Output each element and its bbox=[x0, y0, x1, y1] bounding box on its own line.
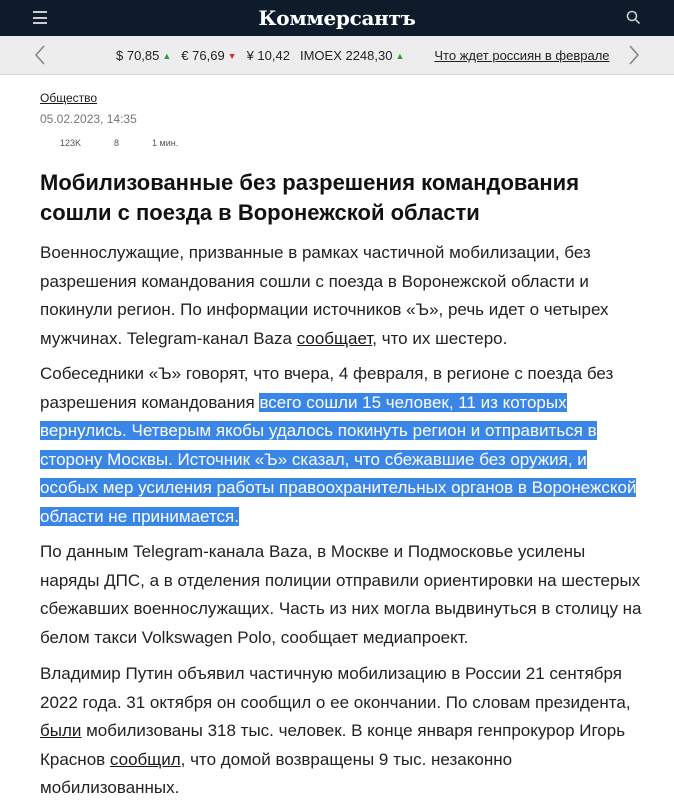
chevron-right-icon[interactable] bbox=[628, 45, 640, 65]
eur-trend-icon: ▼ bbox=[227, 51, 237, 61]
article-paragraph-1 bbox=[40, 239, 645, 353]
p1-text-b: , что их шестеро. bbox=[372, 328, 508, 348]
selected-text-highlight[interactable]: всего сошли 15 человек, 11 из которых вернулись. Четверым якобы удалось покинуть регион и отправиться в сторону Москвы. Источник «Ъ» сказал, что сбежавшие без оружия, и особых мер усиления работы правоохранительных органов в Воронежской области не принимается. bbox=[40, 392, 637, 526]
comments-count[interactable]: 8 bbox=[114, 138, 120, 148]
read-time: 1 мин. bbox=[152, 138, 179, 148]
article-stats bbox=[60, 138, 178, 148]
site-logo[interactable]: Коммерсантъ bbox=[258, 6, 416, 30]
search-icon[interactable] bbox=[626, 10, 641, 25]
p4-text-a: Владимир Путин объявил частичную мобилизацию в России 21 сентября 2022 года. 31 октября он сообщил о ее окончании. По словам президента, bbox=[40, 664, 631, 712]
article-date: 05.02.2023, 14:35 bbox=[40, 112, 137, 126]
p4-link-were[interactable]: были bbox=[40, 721, 82, 740]
usd-quote[interactable] bbox=[116, 48, 171, 63]
article-rubric-link[interactable]: Общество bbox=[40, 91, 98, 105]
p1-source-link[interactable]: сообщает bbox=[296, 328, 373, 348]
article-paragraph-4 bbox=[40, 660, 645, 800]
top-header bbox=[0, 0, 674, 36]
p2-text-a: Собеседники «Ъ» говорят, что вчера, 4 февраля, в регионе с поезда без разрешения командования bbox=[40, 364, 614, 412]
p1-text-a: Военнослужащие, призванные в рамках частичной мобилизации, без разрешения командования сошли с поезда в Воронежской области и покинули регион. По информации источников «Ъ», речь идет о четырех мужчинах. Telegram-канал Baza bbox=[40, 243, 609, 348]
usd-trend-icon: ▲ bbox=[162, 51, 172, 61]
article-paragraph-3: По данным Telegram-канала Baza, в Москве и Подмосковье усилены наряды ДПС, а в отделения полиции отправили ориентировки на шестерых сбежавших военнослужащих. Часть из них могла выдвинуться в столицу на белом такси Volkswagen Polo, сообщает медиапроект. bbox=[40, 542, 642, 647]
eur-value: € 76,69 bbox=[181, 48, 225, 63]
p4-text-b: мобилизованы 318 тыс. человек. В конце января генпрокурор Игорь Краснов bbox=[40, 721, 626, 769]
chevron-left-icon[interactable] bbox=[34, 45, 46, 65]
p4-link-reported[interactable]: сообщил bbox=[109, 749, 181, 769]
cny-quote[interactable] bbox=[247, 48, 290, 63]
eur-quote[interactable] bbox=[181, 48, 236, 63]
market-ticker-bar bbox=[0, 36, 674, 75]
imoex-quote[interactable] bbox=[300, 48, 404, 63]
imoex-trend-icon: ▲ bbox=[395, 51, 405, 61]
p4-text-c: , что домой возвращены 9 тыс. незаконно мобилизованных. bbox=[40, 749, 513, 797]
ticker-news-link[interactable]: Что ждет россиян в феврале bbox=[434, 48, 610, 63]
usd-value: $ 70,85 bbox=[116, 48, 160, 63]
imoex-value: IMOEX 2248,30 bbox=[299, 48, 393, 63]
cny-value: ¥ 10,42 bbox=[246, 48, 290, 63]
views-count: 123K bbox=[60, 138, 82, 148]
menu-icon[interactable] bbox=[33, 11, 47, 24]
article-paragraph-2 bbox=[40, 360, 645, 531]
article-title: Мобилизованные без разрешения командования сошли с поезда в Воронежской области bbox=[40, 170, 580, 225]
